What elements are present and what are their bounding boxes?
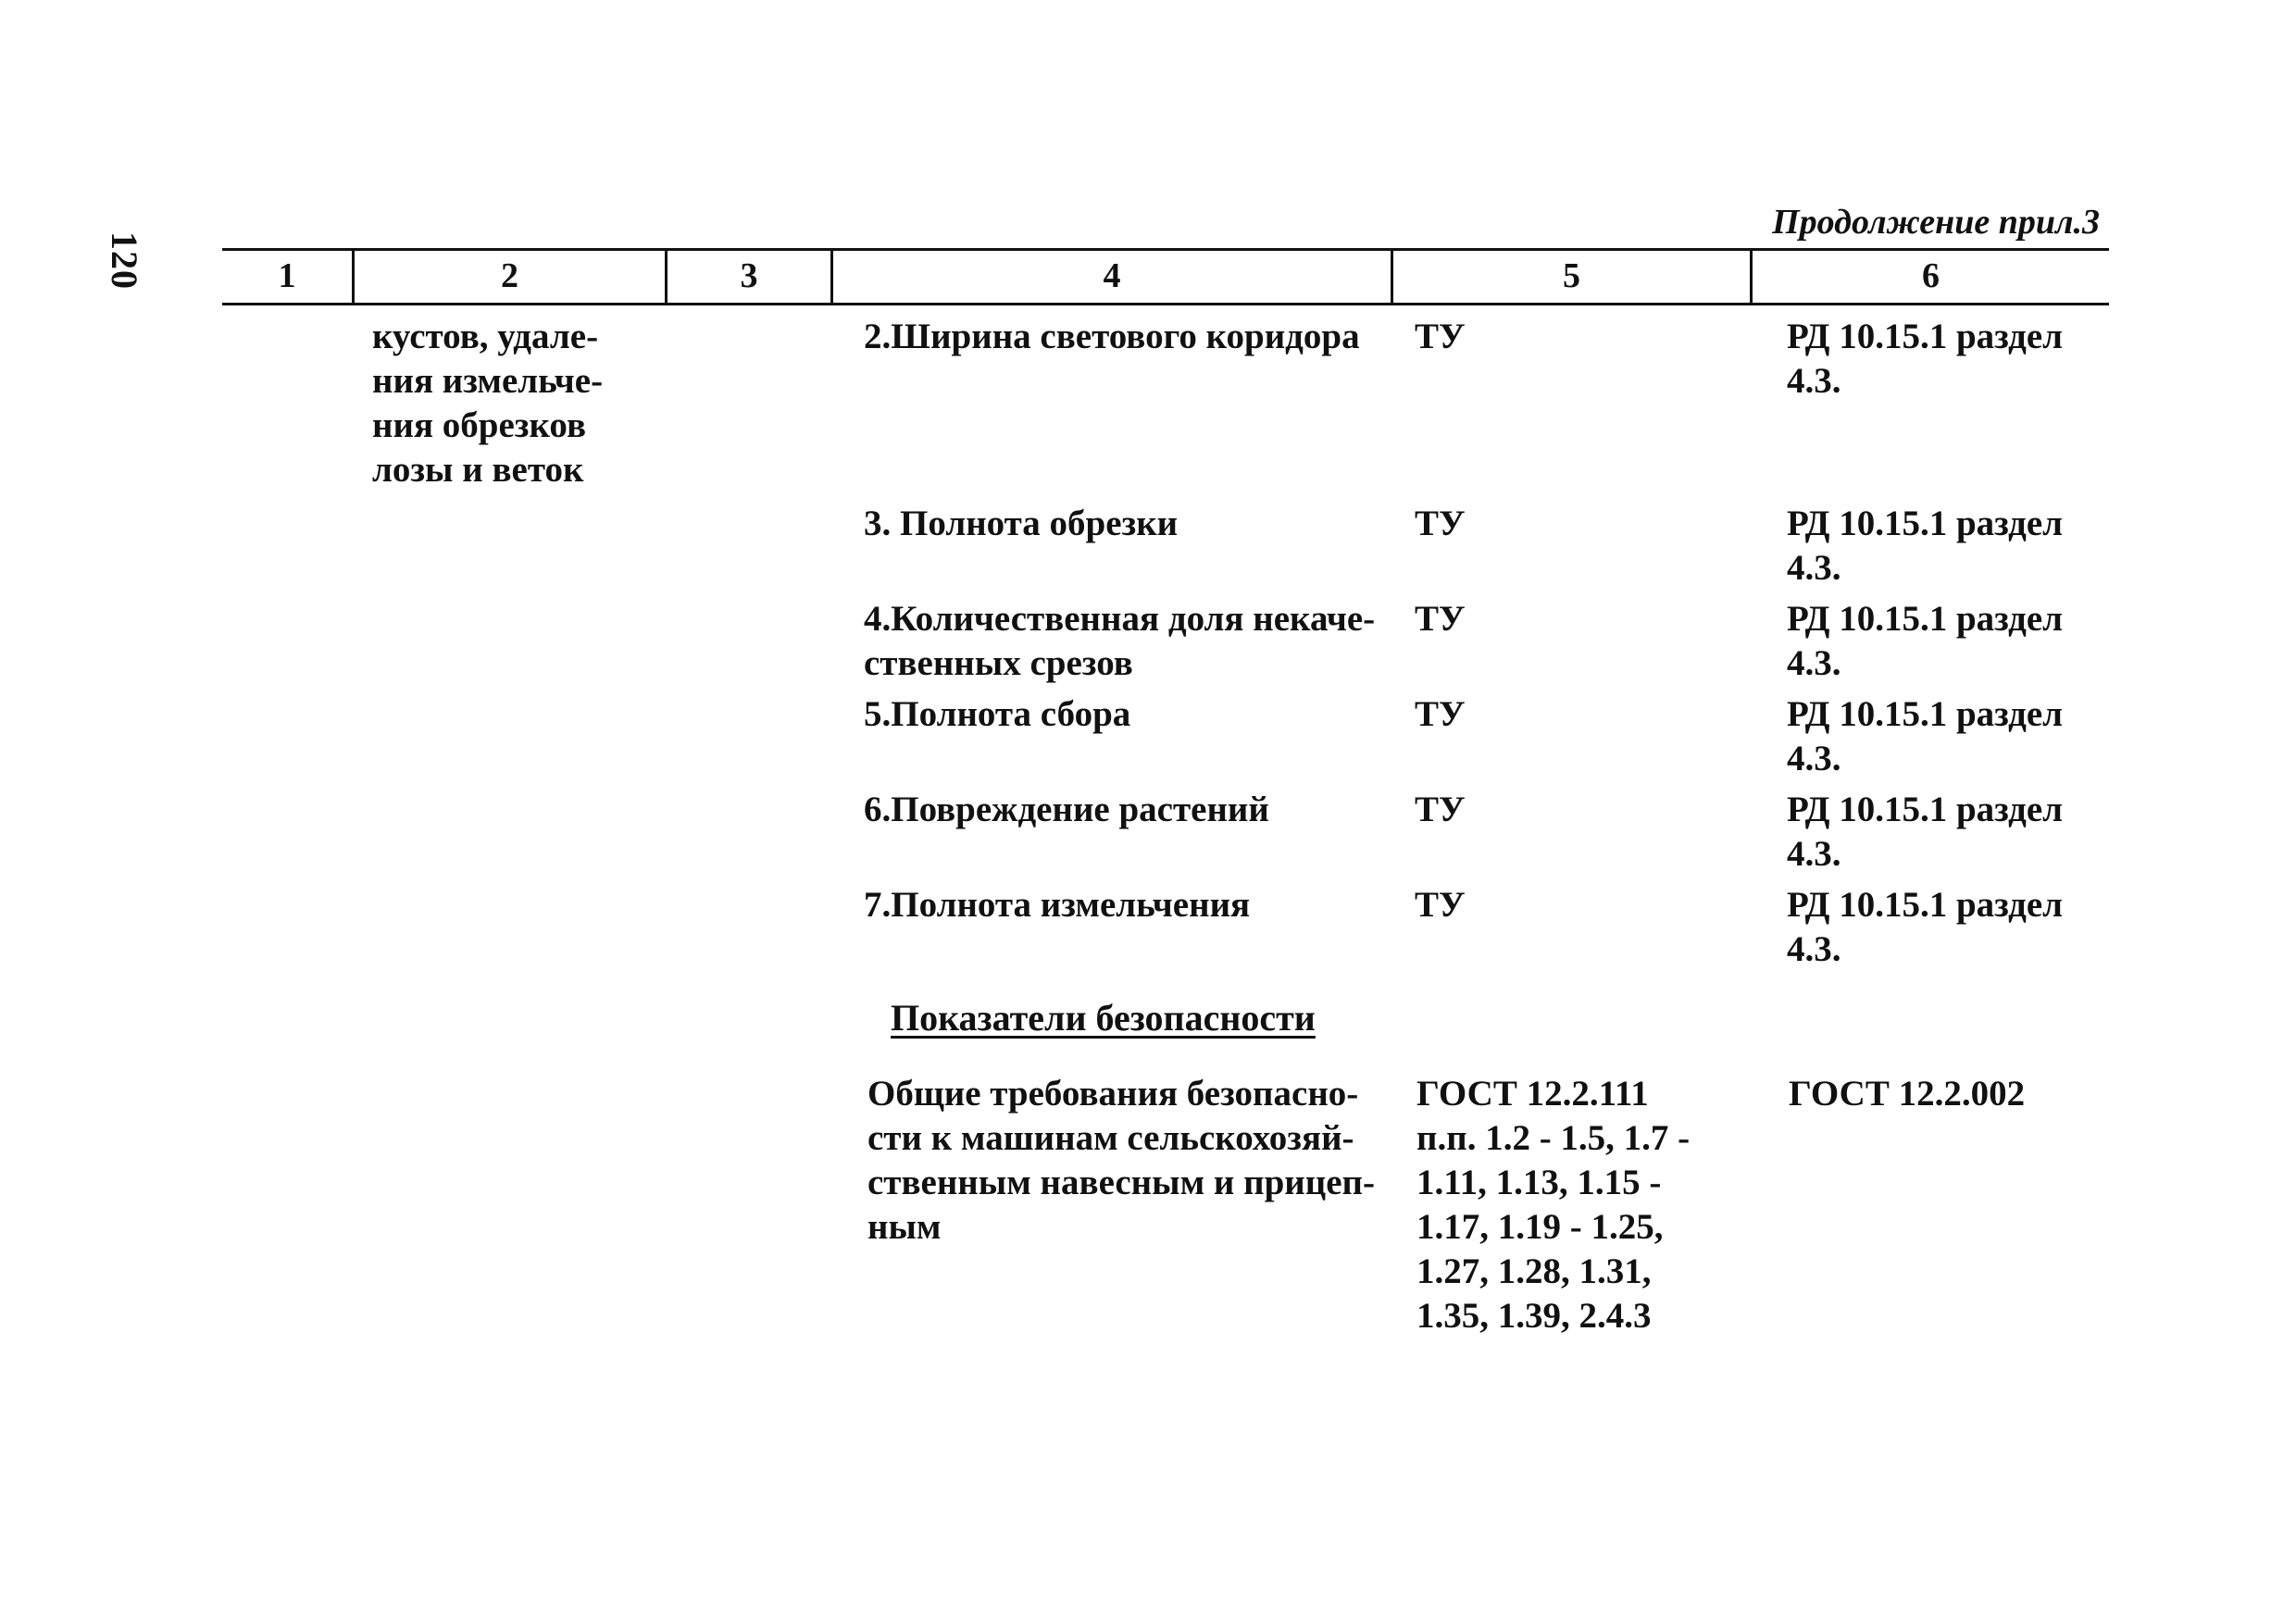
text-line: 4.3. xyxy=(1787,739,1841,778)
norm-cell xyxy=(1415,788,1466,832)
norm-cell xyxy=(1415,315,1466,359)
text-line: 1.35, 1.39, 2.4.3 xyxy=(1416,1296,1652,1336)
column-number-3: 3 xyxy=(740,256,758,295)
text-line: лозы и веток xyxy=(372,450,584,490)
text-line: 4.3. xyxy=(1787,361,1841,401)
text-line: 1.17, 1.19 - 1.25, xyxy=(1416,1207,1664,1247)
text-line: ТУ xyxy=(1415,317,1466,356)
indicator-cell xyxy=(864,883,1250,927)
continuation-label: Продолжение прил.3 xyxy=(1772,203,2100,242)
text-line: РД 10.15.1 раздел xyxy=(1787,599,2064,639)
indicator-cell xyxy=(864,597,1375,686)
norm-cell xyxy=(1415,597,1466,641)
text-line: 4.3. xyxy=(1787,643,1841,683)
text-line: 3. Полнота обрезки xyxy=(864,504,1179,543)
text-line: 6.Повреждение растений xyxy=(864,790,1269,829)
text-line: 4.3. xyxy=(1787,834,1841,874)
text-line: ГОСТ 12.2.111 xyxy=(1416,1074,1649,1114)
text-line: ГОСТ 12.2.002 xyxy=(1789,1074,2026,1114)
text-line: 1.11, 1.13, 1.15 - xyxy=(1416,1163,1662,1202)
text-line: Общие требования безопасно- xyxy=(867,1074,1359,1114)
method-cell xyxy=(1787,788,2063,877)
text-line: кустов, удале- xyxy=(372,317,599,356)
norm-cell xyxy=(1416,1072,1690,1338)
method-cell xyxy=(1787,315,2063,404)
text-line: РД 10.15.1 раздел xyxy=(1787,694,2064,734)
method-cell xyxy=(1787,502,2063,591)
method-cell xyxy=(1789,1072,2025,1116)
text-line: ния обрезков xyxy=(372,405,587,445)
method-cell xyxy=(1787,692,2063,781)
column-number-2: 2 xyxy=(501,256,518,295)
table-top-rule xyxy=(222,248,2109,251)
method-cell xyxy=(1787,883,2063,972)
column-number-4: 4 xyxy=(1103,256,1121,295)
indicator-cell xyxy=(864,502,1178,546)
text-line: РД 10.15.1 раздел xyxy=(1787,317,2064,356)
text-line: 4.Количественная доля некаче- xyxy=(864,599,1376,639)
text-line: ния измельче- xyxy=(372,361,604,401)
text-line: РД 10.15.1 раздел xyxy=(1787,504,2064,543)
text-line: 2.Ширина светового коридора xyxy=(864,317,1360,356)
norm-cell xyxy=(1415,502,1466,546)
page-number: 120 xyxy=(104,231,145,290)
text-line: 4.3. xyxy=(1787,548,1841,588)
text-line: ТУ xyxy=(1415,790,1466,829)
text-line: ТУ xyxy=(1415,694,1466,734)
text-line: 4.3. xyxy=(1787,929,1841,969)
indicator-cell xyxy=(864,315,1360,359)
text-line: ТУ xyxy=(1415,885,1466,925)
indicator-cell xyxy=(867,1072,1375,1250)
text-line: ным xyxy=(867,1207,942,1247)
column-number-1: 1 xyxy=(278,256,296,295)
text-line: ТУ xyxy=(1415,504,1466,543)
text-line: 1.27, 1.28, 1.31, xyxy=(1416,1251,1652,1291)
column-number-5: 5 xyxy=(1563,256,1580,295)
text-line: 7.Полнота измельчения xyxy=(864,885,1251,925)
text-line: сти к машинам сельскохозяй- xyxy=(867,1118,1354,1158)
norm-cell xyxy=(1415,883,1466,927)
section-heading-safety: Показатели безопасности xyxy=(891,997,1316,1039)
indicator-cell xyxy=(864,788,1269,832)
text-line: 5.Полнота сбора xyxy=(864,694,1131,734)
table-header-bottom-rule xyxy=(222,303,2109,305)
text-line: ственных срезов xyxy=(864,643,1133,683)
norm-cell xyxy=(1415,692,1466,737)
machine-description xyxy=(372,315,603,492)
method-cell xyxy=(1787,597,2063,686)
text-line: РД 10.15.1 раздел xyxy=(1787,790,2064,829)
text-line: РД 10.15.1 раздел xyxy=(1787,885,2064,925)
column-number-6: 6 xyxy=(1922,256,1940,295)
text-line: п.п. 1.2 - 1.5, 1.7 - xyxy=(1416,1118,1691,1158)
text-line: ТУ xyxy=(1415,599,1466,639)
indicator-cell xyxy=(864,692,1130,737)
text-line: ственным навесным и прицеп- xyxy=(867,1163,1375,1202)
